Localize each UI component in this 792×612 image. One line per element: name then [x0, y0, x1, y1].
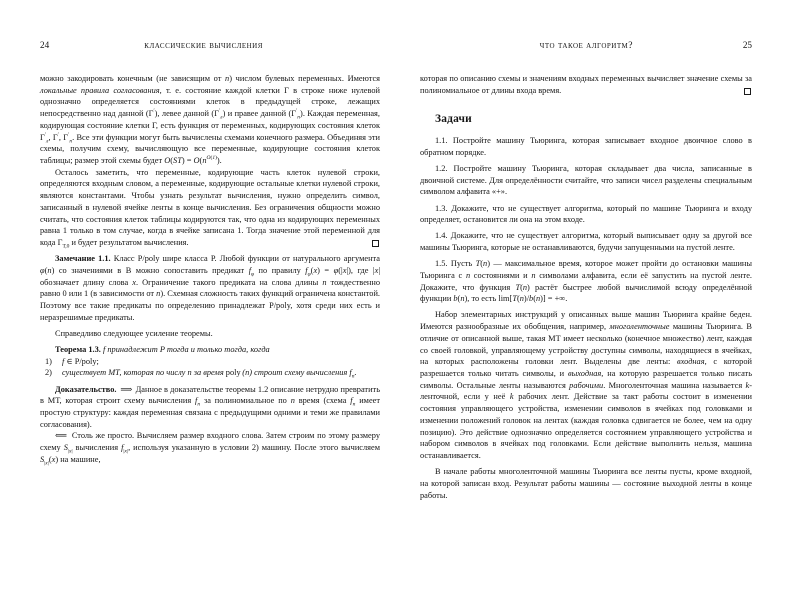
- implies-right-arrow: ⟹: [118, 384, 134, 394]
- paragraph-continued-right: которая по описанию схемы и значениям входных переменных вычисляет значение схемы за полиномиальное от длины входа время.: [420, 74, 752, 95]
- problem-number: 1.4.: [435, 231, 448, 241]
- problem-1-3: 1.3. Докажите, что не существует алгоритма, который по машине Тьюринга и входу определяет, остановится ли она на этом входе.: [420, 203, 752, 225]
- paragraph-continued: можно закодировать конечным (не зависящим от n) числом булевых переменных. Имеются локальные правила согласования, т. е. состояние каждой клетки Г в строке ниже нулевой однозначно определяется состояниями клеток в предыдущей строке, лежащих непосредственно над данной (Г′), левее данной $(Г'_л)$ и правее данной $(Г'_п)$. Каждая переменная, кодирующая состояние клетки Г, есть функция от переменных, кодирующих состояния клеток $Г'_л$, Г′, $Г'_п$. Все эти функции могут быть вычислены схемами конечного размера. Объединяя эти схемы, получим схему, вычисляющую все переменные, кодирующие состояния клеток таблицы; размер этой схемы будет $O(ST) = O(n^{O(1)})$.: [40, 74, 380, 166]
- proof-label: Доказательство.: [55, 384, 117, 394]
- list-item: 1) f ∈ P/poly;: [45, 356, 99, 366]
- problem-1-5: 1.5. Пусть T(n) — максимальное время, которое может пройти до остановки машины Тьюринга с n состояниями и n символами алфавита, если её запустить на пустой ленте. Докажите, что функция T(n) растёт быстрее любой вычислимой всюду определённой функции b(n), то есть lim[T(n)/b(n)] = +∞.: [420, 259, 753, 304]
- problem-number: 1.3.: [435, 203, 448, 213]
- problem-number: 1.2.: [435, 163, 448, 173]
- problem-1-1: 1.1. Постройте машину Тьюринга, которая записывает входное двоичное слово в обратном порядке.: [420, 136, 752, 157]
- running-head-left: [40, 40, 380, 54]
- running-head-title-right: что такое алгоритм?: [539, 40, 634, 51]
- theorem-label: Теорема 1.3.: [55, 344, 101, 354]
- list-item-number: 2): [45, 368, 52, 378]
- paragraph-multitape-2: В начале работы многоленточной машины Тьюринга все ленты пусты, кроме входной, на которой записан вход. Результат работы машины — состояние выходной ленты в конце работы.: [420, 467, 752, 500]
- implies-left-arrow: ⟸: [55, 431, 67, 441]
- paragraph-theorem: Теорема 1.3. f принадлежит P тогда и только тогда, когда: [55, 344, 270, 354]
- paragraph-multitape-1: Набор элементарных инструкций у описанных выше машин Тьюринга крайне беден. Имеются разнообразные их обобщения, например, многоленточные машины Тьюринга. В отличие от описанной выше, такая МТ имеет несколько (конечное множество) лент, каждая со своей головкой, управляющему устройству доступны символы, находящиеся в ячейках, на которых расположены головки лент. Выделены две ленты: входная, с которой разрешается только читать символы, и выходная, на которую разрешается только писать символы. Остальные ленты называются рабочими. Многоленточная машина называется k-ленточной, если у неё k рабочих лент. Действие за такт работы состоит в изменении состояния управляющего устройства, изменении символов в ячейках под головками и изменении положений головок на лентах (каждая головка сдвигается не более, чем на одну позицию). Это действие однозначно определяется состоянием управляющего устройства и набором символов в ячейках под головками. Если действие выполнить нельзя, машина останавливается.: [420, 310, 753, 461]
- text-column-left: [40, 73, 380, 466]
- paragraph-remark: Замечание 1.1. Класс P/poly шире класса P. Любой функции от натурального аргумента φ(n) со значениями в B можно сопоставить предикат $f_\varphi$ по правилу $f_\varphi(x) = \varphi(|x|)$, где |x| обозначает длину слова x. Ограничение такого предиката на слова длины n тождественно равно 0 или 1 (в зависимости от n). Схемная сложность таких функций ограничена константой. Поэтому все такие предикаты по определению принадлежат P/poly, хотя среди них есть и неразрешимые предикаты.: [40, 254, 381, 322]
- problem-1-4: 1.4. Докажите, что не существует алгоритма, который выписывает одну за другой все машины Тьюринга, которые не останавливаются, будучи запущенными на пустой ленте.: [420, 231, 752, 253]
- list-item-number: 1): [45, 356, 52, 366]
- running-head-title-left: классические вычисления: [144, 40, 263, 51]
- list-item: 2) существует МТ, которая по числу n за время poly (n) строит схему вычисления $f_n$.: [45, 368, 357, 381]
- paragraph-proof-backward: ⟸ Столь же просто. Вычисляем размер входного слова. Затем строим по этому размеру схему $S_{|x|}$ вычисления $f_{|x|}$, используя указанную в условии 2) машину. После этого вычисляем $S_{|x|}(x)$ на машине,: [40, 431, 380, 467]
- theorem-conditions-list: [40, 356, 380, 379]
- text-column-right: [420, 73, 752, 501]
- problem-1-2: 1.2. Постройте машину Тьюринга, которая складывает два числа, записанные в двоичной системе. Для определённости считайте, что записи чисел разделены специальным символом алфавита «+».: [420, 163, 752, 197]
- section-heading-problems: Задачи: [435, 113, 472, 126]
- paragraph-ostalos: Осталось заметить, что переменные, кодирующие часть клеток нулевой строки, определяются входным словом, а переменные, кодирующие остальные клетки нулевой строки, являются константами. Чтобы узнать результат вычисления, нужно определить символ, записанный в нулевой ячейке ленты в конце вычисления. Без ограничения общности можно считать, что состояния клеток таблицы кодируются так, что одна из кодирующих переменных равна 1 только в том случае, когда в ячейке записана 1. Тогда значение этой переменной для кода $Г_{Т,0}$ и будет результатом вычисления.: [40, 167, 380, 250]
- problem-number: 1.1.: [435, 136, 448, 146]
- qed-box: [372, 240, 379, 247]
- page-number-right: 25: [742, 40, 752, 50]
- remark-label: Замечание 1.1.: [55, 254, 111, 264]
- problem-number: 1.5.: [435, 259, 448, 269]
- qed-box: [744, 88, 751, 95]
- paragraph-proof-forward: Доказательство. ⟹ Данное в доказательстве теоремы 1.2 описание нетрудно превратить в МТ, которая строит схему вычисления $f_n$ за полиномиальное по n время (схема $f_n$ имеет простую структуру: каждая переменная связана с предыдущими одними и теми же правилами согласования).: [40, 384, 380, 429]
- page-right: [396, 0, 792, 612]
- page-number-left: 24: [40, 40, 50, 50]
- paragraph-spravedlivo: Справедливо следующее усиление теоремы.: [55, 328, 213, 338]
- running-head-right: [420, 40, 752, 54]
